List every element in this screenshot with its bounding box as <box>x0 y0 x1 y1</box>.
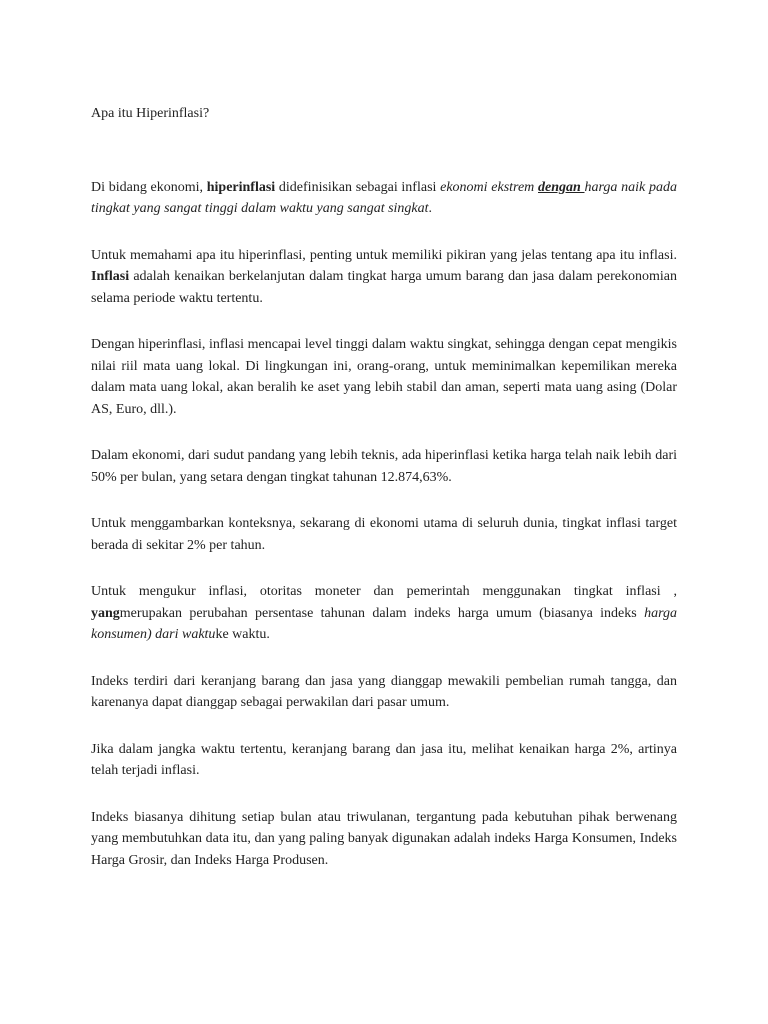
paragraph-index-basket: Indeks terdiri dari keranjang barang dan jasa yang dianggap mewakili pembelian rumah tangga, dan karenanya dapat dianggap sebagai perwakilan dari pasar umum. <box>91 673 677 710</box>
paragraph-context: Untuk menggambarkan konteksnya, sekarang di ekonomi utama di seluruh dunia, tingkat inflasi target berada di sekitar 2% per tahun. <box>91 516 677 553</box>
paragraph-text: didefinisikan sebagai inflasi <box>275 179 441 195</box>
paragraph-text: ke waktu. <box>215 627 270 642</box>
paragraph-definition <box>91 177 677 220</box>
paragraph-inflation-meaning <box>91 245 677 310</box>
bold-underlined-dengan <box>538 180 585 195</box>
paragraph-text: . <box>428 201 433 216</box>
paragraph-technical: Dalam ekonomi, dari sudut pandang yang lebih teknis, ada hiperinflasi ketika harga telah naik lebih dari 50% per bulan, yang setara dengan tingkat tahunan 12.874,63%. <box>91 448 677 485</box>
bold-term-yang: yang <box>91 605 120 621</box>
paragraph-text: adalah kenaikan berkelanjutan dalam tingkat harga umum barang dan jasa dalam perekonomian selama periode waktu tertentu. <box>91 269 677 306</box>
paragraph-effects: Dengan hiperinflasi, inflasi mencapai level tinggi dalam waktu singkat, sehingga dengan cepat mengikis nilai riil mata uang lokal. Di lingkungan ini, orang-orang, untuk meminimalkan kepemilikan mereka dalam mata uang lokal, akan beralih ke aset yang lebih stabil dan aman, seperti mata uang asing (Dolar AS, Euro, dll.). <box>91 337 677 417</box>
paragraph-text: Di bidang ekonomi, <box>91 179 207 195</box>
italic-text: dengan <box>538 179 585 195</box>
paragraph-index-types: Indeks biasanya dihitung setiap bulan atau triwulanan, tergantung pada kebutuhan pihak berwenang yang membutuhkan data itu, dan yang paling banyak digunakan adalah indeks Harga Konsumen, Indeks Harga Grosir, dan Indeks Harga Produsen. <box>91 809 677 868</box>
paragraph-text: Untuk mengukur inflasi, otoritas moneter dan pemerintah menggunakan tingkat inflasi , <box>91 584 677 599</box>
paragraph-example: Jika dalam jangka waktu tertentu, keranjang barang dan jasa itu, melihat kenaikan harga 2%, artinya telah terjadi inflasi. <box>91 741 677 778</box>
paragraph-text: merupakan perubahan persentase tahunan dalam indeks harga umum (biasanya indeks <box>119 605 645 621</box>
italic-text: harga naik pada tingkat yang sangat tinggi dalam waktu yang sangat singkat <box>91 179 677 216</box>
document-page <box>91 103 677 896</box>
italic-text: harga konsumen) dari waktu <box>91 605 677 642</box>
paragraph-text: Untuk memahami apa itu hiperinflasi, penting untuk memiliki pikiran yang jelas tentang apa itu inflasi. <box>91 247 677 263</box>
bold-term-inflasi: Inflasi <box>91 269 130 284</box>
document-title: Apa itu Hiperinflasi? <box>91 106 210 121</box>
italic-text: ekonomi ekstrem <box>440 179 538 195</box>
bold-term-hiperinflasi: hiperinflasi <box>206 179 276 195</box>
paragraph-measurement <box>91 581 677 646</box>
